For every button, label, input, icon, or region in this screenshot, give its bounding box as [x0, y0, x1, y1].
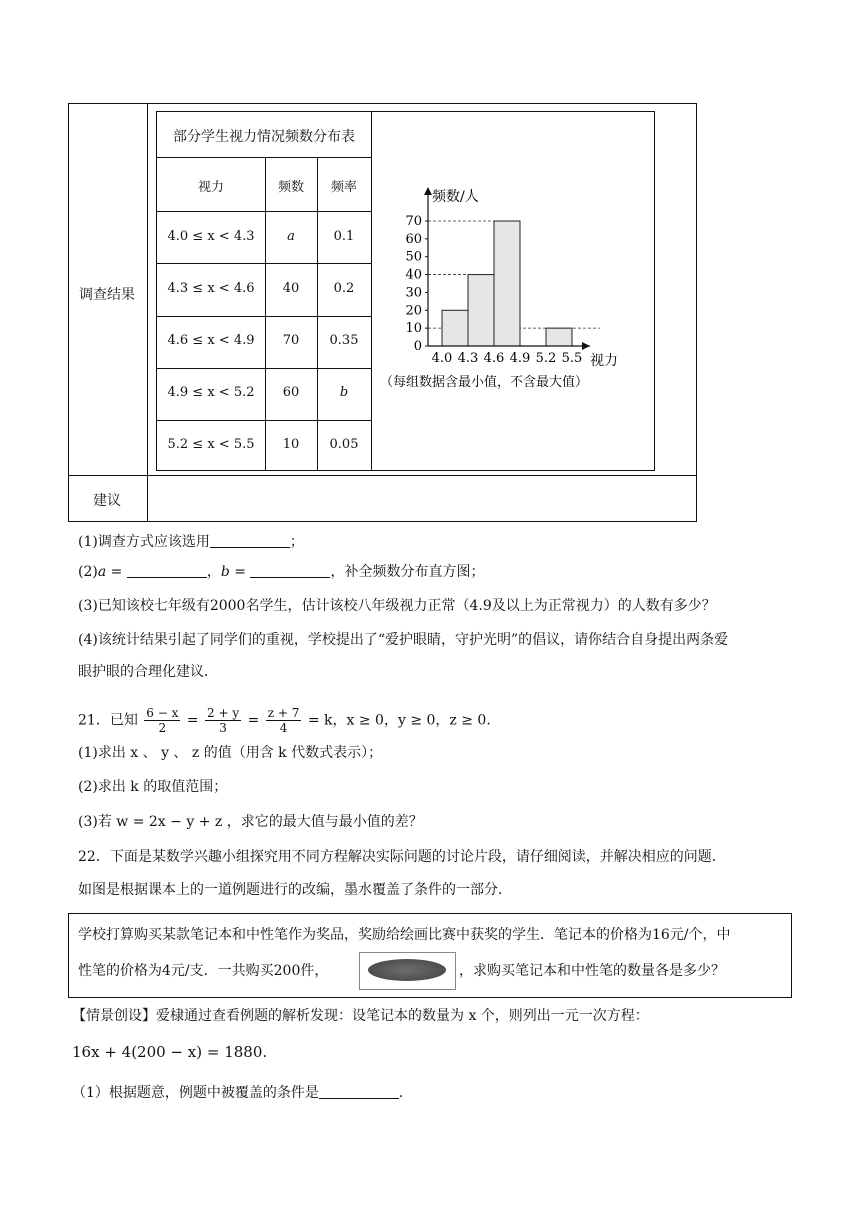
table-column-divider	[147, 104, 148, 521]
q20-part4-line1: (4)该统计结果引起了同学们的重视，学校提出了“爱护眼睛，守护光明”的倡议，请你结合自身提出两条爱	[78, 632, 729, 648]
y-tick-label: 0	[413, 339, 422, 354]
x-tick-label: 5.2	[535, 351, 557, 366]
header-rate: 频率	[330, 180, 357, 195]
table-row-freq: 70	[282, 333, 300, 348]
x-tick-label: 5.5	[561, 351, 583, 366]
histogram-bar	[442, 310, 468, 346]
y-axis-label: 频数/人	[432, 189, 479, 205]
chart-note: （每组数据含最小值，不含最大值）	[380, 375, 589, 390]
y-tick-label: 60	[405, 231, 422, 247]
histogram-bar	[468, 275, 494, 346]
y-tick-label: 30	[405, 285, 422, 301]
example-problem-box	[68, 913, 792, 998]
x-axis-label: 视力	[590, 353, 618, 369]
answer-blank-a[interactable]	[127, 563, 207, 578]
q21-intro: 21．已知 $\frac{6 - x}{2}$ = $\frac{2 + y}{3}$ = $\frac{z + 7}{4}$ = k，x ≥ 0，y ≥ 0，z ≥ 0．	[78, 706, 501, 735]
q22-ask1: （1）根据题意，例题中被覆盖的条件是 ．	[72, 1085, 413, 1101]
table-row-rate: b	[339, 385, 349, 400]
survey-result-label: 调查结果	[79, 287, 135, 303]
table-row-freq: 10	[282, 437, 300, 452]
answer-blank[interactable]	[210, 533, 290, 548]
y-tick-label: 50	[405, 249, 422, 265]
q22-scene: 【情景创设】爱棣通过查看例题的解析发现：设笔记本的数量为 x 个，则列出一元一次方程：	[72, 1008, 649, 1024]
table-row-range: 4.9 ≤ x < 5.2	[167, 385, 255, 400]
table-row-rate: 0.1	[333, 229, 355, 244]
example-line2a: 性笔的价格为4元/支．一共购买200件，	[78, 963, 329, 979]
histogram-chart	[370, 111, 654, 469]
y-tick-label: 40	[405, 267, 422, 283]
table-row-range: 4.3 ≤ x < 4.6	[167, 281, 255, 296]
y-axis-arrow	[424, 187, 432, 195]
q20-part3: (3)已知该校七年级有2000名学生，估计该校八年级视力正常（4.9及以上为正常视力）的人数有多少？	[78, 598, 716, 614]
x-tick-label: 4.6	[483, 351, 505, 366]
q22-line1: 22．下面是某数学兴趣小组探究用不同方程解决实际问题的讨论片段，请仔细阅读，并解决相应的问题．	[78, 849, 726, 865]
suggestion-label: 建议	[93, 493, 121, 509]
header-frequency: 频数	[277, 180, 304, 195]
ink-blot-image	[359, 952, 456, 990]
x-tick-label: 4.0	[431, 351, 453, 366]
q21-part3: (3)若 w = 2x − y + z ，求它的最大值与最小值的差？	[78, 814, 423, 830]
example-line1: 学校打算购买某款笔记本和中性笔作为奖品，奖励给绘画比赛中获奖的学生．笔记本的价格为16元/个，中	[78, 927, 731, 943]
table-row-range: 4.0 ≤ x < 4.3	[167, 229, 255, 244]
example-line2b: ，求购买笔记本和中性笔的数量各是多少？	[459, 963, 725, 979]
header-vision: 视力	[197, 180, 224, 195]
table-row-range: 5.2 ≤ x < 5.5	[167, 437, 255, 452]
histogram-bar	[546, 328, 572, 346]
q22-line2: 如图是根据课本上的一道例题进行的改编，墨水覆盖了条件的一部分．	[78, 882, 512, 898]
y-tick-label: 70	[405, 214, 422, 229]
table-row-rate: 0.05	[329, 437, 359, 452]
x-tick-label: 4.3	[457, 351, 479, 366]
table-row-freq: a	[287, 229, 295, 244]
q20-part2: (2)a = ，b = ，补全频数分布直方图；	[78, 564, 485, 580]
table-row-range: 4.6 ≤ x < 4.9	[167, 333, 255, 348]
x-axis-arrow	[582, 342, 590, 350]
table-row-freq: 40	[282, 281, 300, 296]
q20-part4-line2: 眼护眼的合理化建议．	[78, 664, 218, 680]
frequency-table	[156, 111, 372, 471]
frequency-table-title: 部分学生视力情况频数分布表	[173, 129, 355, 145]
answer-blank[interactable]	[319, 1084, 399, 1099]
table-row-divider	[69, 475, 696, 476]
q20-part1: (1)调查方式应该选用 ；	[78, 534, 304, 550]
q21-part1: (1)求出 x 、 y 、 z 的值（用含 k 代数式表示）；	[78, 745, 383, 761]
q22-equation: 16x + 4(200 − x) = 1880.	[72, 1043, 268, 1061]
histogram-bar	[494, 221, 520, 346]
answer-blank-b[interactable]	[250, 563, 330, 578]
q21-part2: (2)求出 k 的取值范围；	[78, 779, 228, 795]
table-row-rate: 0.2	[333, 281, 355, 296]
y-tick-label: 20	[405, 303, 422, 319]
table-row-rate: 0.35	[329, 333, 359, 348]
x-tick-label: 4.9	[509, 351, 531, 366]
table-row-freq: 60	[282, 385, 300, 400]
y-tick-label: 10	[405, 321, 422, 337]
